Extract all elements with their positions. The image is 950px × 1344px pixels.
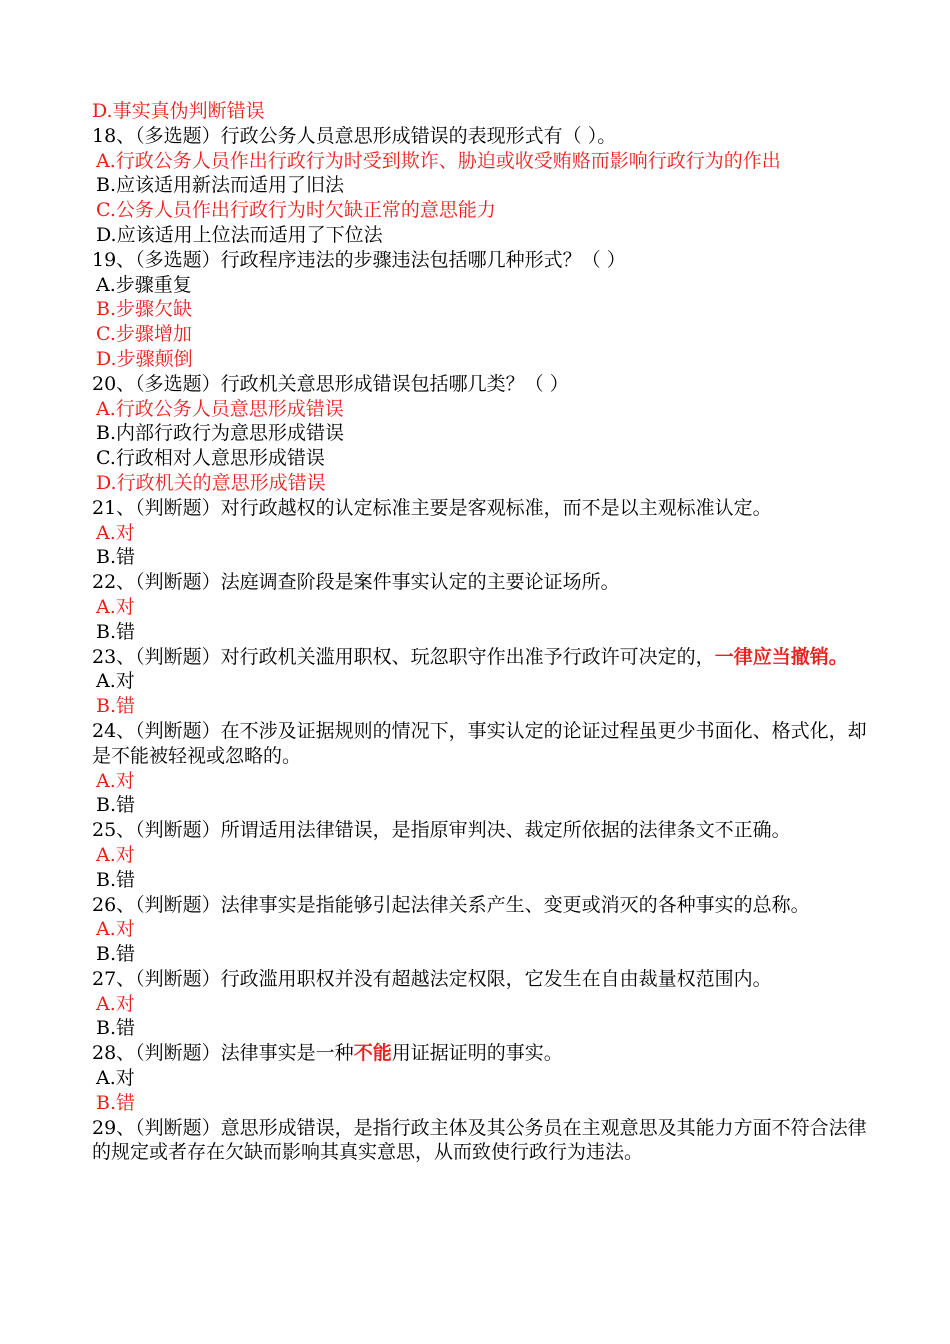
answer-option: A.对 <box>96 769 135 792</box>
answer-option: A.对 <box>96 992 135 1015</box>
answer-option: B.错 <box>96 1017 136 1040</box>
question-28 <box>92 1041 882 1066</box>
question-23-option-a: A.对 <box>96 670 135 693</box>
answer-option: C.公务人员作出行政行为时欠缺正常的意思能力 <box>96 199 496 222</box>
question-28-text-end: 用证据证明的事实。 <box>391 1042 563 1065</box>
question-text: 20、（多选题）行政机关意思形成错误包括哪几类？（ ） <box>92 372 569 395</box>
answer-option: B.错 <box>96 546 136 569</box>
question-text: 25、（判断题）所谓适用法律错误，是指原审判决、裁定所依据的法律条文不正确。 <box>92 819 791 842</box>
answer-option: D.行政机关的意思形成错误 <box>96 471 326 494</box>
answer-option: C.步骤增加 <box>96 323 192 346</box>
question-28-text: 28、（判断题）法律事实是一种 <box>92 1042 354 1065</box>
question-28-option-b: B.错 <box>96 1091 136 1114</box>
answer-option: B.错 <box>96 620 136 643</box>
answer-option: A.行政公务人员意思形成错误 <box>96 397 344 420</box>
question-28-option-a: A.对 <box>96 1067 135 1090</box>
question-text: 22、（判断题）法庭调查阶段是案件事实认定的主要论证场所。 <box>92 571 620 594</box>
question-block-18-22 <box>92 99 882 645</box>
answer-option: A.步骤重复 <box>96 273 192 296</box>
answer-option: D.应该适用上位法而适用了下位法 <box>96 223 383 246</box>
answer-option: C.行政相对人意思形成错误 <box>96 447 325 470</box>
question-28-emphasis: 不能 <box>353 1042 392 1065</box>
answer-option: A.对 <box>96 521 135 544</box>
question-block-24-27 <box>92 719 882 1041</box>
question-text: 24、（判断题）在不涉及证据规则的情况下，事实认定的论证过程虽更少书面化、格式化，却是不能被轻视或忽略的。 <box>92 719 867 767</box>
question-text: 26、（判断题）法律事实是指能够引起法律关系产生、变更或消灭的各种事实的总称。 <box>92 893 810 916</box>
answer-option: D.步骤颠倒 <box>96 347 193 370</box>
question-text: 21、（判断题）对行政越权的认定标准主要是客观标准，而不是以主观标准认定。 <box>92 496 772 519</box>
answer-option: B.错 <box>96 794 136 817</box>
question-23-text: 23、（判断题）对行政机关滥用职权、玩忽职守作出准予行政许可决定的， <box>92 645 715 668</box>
answer-option: A.对 <box>96 595 135 618</box>
answer-option: B.错 <box>96 868 136 891</box>
question-text: D.事实真伪判断错误 <box>92 100 265 122</box>
answer-option: A.行政公务人员作出行政行为时受到欺诈、胁迫或收受贿赂而影响行政行为的作出 <box>96 149 781 172</box>
question-23-emphasis: 一律应当撤销。 <box>714 645 848 668</box>
answer-option: B.应该适用新法而适用了旧法 <box>96 174 345 197</box>
question-23 <box>92 645 882 670</box>
answer-option: B.内部行政行为意思形成错误 <box>96 422 345 445</box>
question-29: 29、（判断题）意思形成错误，是指行政主体及其公务员在主观意思及其能力方面不符合法律的规定或者存在欠缺而影响其真实意思，从而致使行政行为违法。 <box>92 1116 867 1164</box>
answer-option: A.对 <box>96 843 135 866</box>
question-text: 27、（判断题）行政滥用职权并没有超越法定权限，它发生在自由裁量权范围内。 <box>92 967 772 990</box>
answer-option: B.步骤欠缺 <box>96 298 193 321</box>
answer-option: A.对 <box>96 918 135 941</box>
document-page <box>92 99 882 1165</box>
question-text: 18、（多选题）行政公务人员意思形成错误的表现形式有（ ）。 <box>92 124 617 147</box>
answer-option: B.错 <box>96 943 136 966</box>
question-text: 19、（多选题）行政程序违法的步骤违法包括哪几种形式？（ ） <box>92 248 626 271</box>
question-23-option-b: B.错 <box>96 695 136 718</box>
